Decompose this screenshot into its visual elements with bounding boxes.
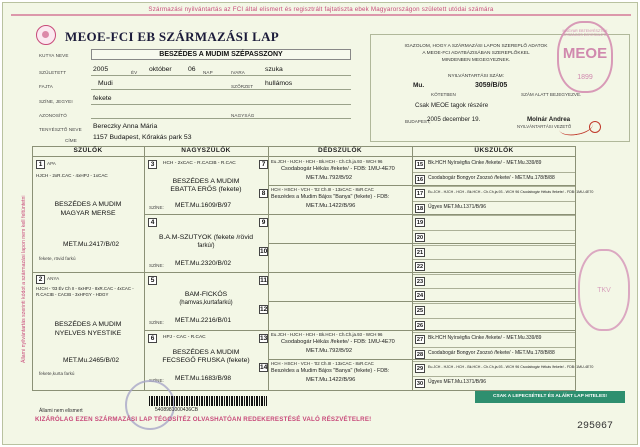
parent-reg: MET.Mu.2465/B/02 <box>63 357 120 364</box>
parent-reg: MET.Mu.2417/B/02 <box>63 241 120 248</box>
box-number: 1 <box>36 160 45 169</box>
box-number: 30 <box>416 381 424 387</box>
ggp-name: Csodabogár Hékás /fekete/ - FDB: 1MU-4E70 <box>281 166 395 172</box>
row-divider <box>91 118 351 119</box>
cert-text-3: MINDENBEN MEGEGYEZNEK. <box>441 58 511 63</box>
box-number: 7 <box>259 160 268 169</box>
footer-notice: KIZÁRÓLAG EZEN SZÁRMAZÁSI LAP TÉGOSÍTÉZ OLVASHATÓAN REDEKERESTÉSÉ VALÓ RÉSZVÉTELRE! <box>35 416 372 423</box>
birth-month: október <box>149 66 172 73</box>
ggg-row-divider <box>412 274 576 275</box>
parent-titles: HJCH - '03 Év Ch II - 6xHPJ - 8xR.CAC - 4xCAC - R.CACIB - CACIB - 3xHFGY - HDGY <box>36 286 134 297</box>
row-divider <box>91 104 351 105</box>
box-number: 26 <box>416 322 424 329</box>
grandparent-titles: HCH - 2xCAC - R.CACIB - R.CAC <box>163 161 236 166</box>
birth-day: 06 <box>188 66 196 73</box>
box-number: 14 <box>260 364 268 371</box>
box-number: 29 <box>416 366 424 373</box>
label-born: SZÜLETETT <box>39 70 67 75</box>
ggg-row-divider <box>412 332 576 333</box>
seal-initials: MEOE <box>562 45 608 62</box>
color-label: SZÍNE: <box>149 263 164 268</box>
ggg-entry: Eu.JCH - HJCH - HCH - Bk.HCH - Ch.Ch.ja.93 - WCH 96 Csodabogár Hékás /fekete/ - FDB: 1MU-4E70 <box>428 190 594 195</box>
box-number: 4 <box>148 218 157 227</box>
ggp-reg: MET.Mu.1422/B/96 <box>306 203 356 209</box>
grandparent-reg: MET.Mu.1683/B/98 <box>175 375 232 382</box>
pedigree-document <box>2 2 638 445</box>
side-note-text: Állami nyilvántartás szerinti kódot a származási lapon nem kell feltüntetni <box>21 195 27 363</box>
label-coat: SZŐRZET <box>231 84 254 89</box>
reg-number: 3059/B/05 <box>475 82 508 89</box>
label-id: AZONOSÍTÓ <box>39 113 67 118</box>
dog-sex: szuka <box>265 66 283 73</box>
column-divider <box>412 146 413 391</box>
heading-great-grandparents: DÉDSZÜLŐK <box>317 147 363 154</box>
box-number: 11 <box>260 277 267 284</box>
label-address: CÍME <box>65 138 77 143</box>
header-divider <box>32 156 576 157</box>
row-divider <box>268 301 576 302</box>
label-breed: FAJTA <box>39 84 53 89</box>
seal-text: MAGYAR EBTENYÉSZTŐK ORSZÁGOS EGYESÜLETE <box>562 29 608 37</box>
ggg-row-divider <box>412 172 576 173</box>
state-note: Állami nem elismert <box>39 408 83 414</box>
dog-name: BESZÉDES A MUDIM SZÉPASSZONY <box>91 49 351 60</box>
meoe-seal-icon <box>557 21 613 93</box>
box-number: 15 <box>416 162 424 168</box>
box-number: 20 <box>416 235 424 241</box>
row-divider <box>268 359 576 360</box>
ggg-row-divider <box>412 186 576 187</box>
barcode-number: 5408981000436CB <box>155 407 199 413</box>
grandparent-name-line-1: BAM-FICKÓS <box>184 291 228 298</box>
parent-name-line-2: MAGYAR MERSE <box>60 210 116 217</box>
color-label: SZÍNE: <box>149 205 164 210</box>
ggp-name: Csodabogár Hékás /fekete/ - FDB: 1MU-4E70 <box>281 339 395 345</box>
heading-parents: SZÜLŐK <box>73 147 103 154</box>
box-number: 5 <box>148 276 157 285</box>
box-number: 12 <box>260 306 268 313</box>
top-divider <box>11 14 631 16</box>
heading-grandparents: NAGYSZÜLŐK <box>181 147 231 154</box>
parent-color: fekete,kurta farkú <box>39 371 75 376</box>
ggg-row-divider <box>412 259 576 260</box>
registered-label: SZÁM ALATT BEJEGYEZVE. <box>521 92 582 97</box>
ggp-titles: HCH - HSCH - VCH - '02 Ch.III - 13xCAC - 8xR.CAC <box>271 187 374 192</box>
grandparent-reg: MET.Mu.1609/B/97 <box>175 202 232 209</box>
box-number: 8 <box>259 189 268 198</box>
signer-title: NYILVÁNTARTÁSI VEZETŐ <box>517 124 572 129</box>
box-number: 23 <box>416 278 424 285</box>
authenticity-note: CSAK A LEPECSÉTELT ÉS ALÁÍRT LAP HITELES! <box>475 391 625 403</box>
grandparent-titles: HPJ - CAC - R.CAC <box>163 335 206 340</box>
box-number: 24 <box>416 293 424 300</box>
ggg-row-divider <box>412 201 576 202</box>
parent-color: fekete, rövid farkú <box>39 256 76 261</box>
row-divider <box>144 330 576 331</box>
ggg-entry: Eu.JCH - HJCH - HCH - Bk.HCH - Ch.Ch.ja.93 - WCH 96 Csodabogár Hékás /fekete/ - FDB: 1MU-4E70 <box>428 365 594 370</box>
ggg-entry: Ügyes MET.Mu.1371/B/96 <box>428 379 487 385</box>
ggp-name: Beszédes a Mudim Bájos "Banya" (fekete) - FDB: <box>271 368 390 374</box>
box-number: 16 <box>416 176 424 183</box>
ggg-row-divider <box>412 318 576 319</box>
breeder-name: Bereczky Anna Mária <box>93 123 158 130</box>
grandparent-reg: MET.Mu.2216/B/01 <box>175 317 232 324</box>
ggg-entry: Bk.HCH Nyírségfia Cinke /fekete/ - MET.Mu.339/89 <box>428 160 542 166</box>
color-label: SZÍNE: <box>149 320 164 325</box>
ggp-reg: MET.Mu.1422/B/96 <box>306 377 356 383</box>
cert-text-1: IGAZOLOM, HOGY A SZÁRMAZÁSI LAPON SZEREPLŐ ADATOK <box>404 44 548 49</box>
side-note <box>12 123 27 373</box>
box-number: 28 <box>416 351 424 358</box>
label-sex: IVARA <box>231 70 245 75</box>
label-day: NAP <box>203 70 213 75</box>
box-number: 13 <box>260 335 268 342</box>
box-number: 25 <box>416 308 424 314</box>
signer-name: Molnár Andrea <box>527 116 571 123</box>
ggp-reg: MET.Mu.792/B/92 <box>306 348 353 354</box>
document-title: MEOE-FCI EB SZÁRMAZÁSI LAP <box>65 29 280 44</box>
grandparent-name-line-1: B.A.M-SZUTYOK (fekete /rövid <box>158 234 254 241</box>
box-number: 17 <box>416 191 424 198</box>
ggp-titles: Eu.JCH - HJCH - HCH - Bk.HCH - Ch.Ch.ja.93 - WCH 96 <box>271 332 383 337</box>
label-breeder: TENYÉSZTŐ NEVE <box>39 127 82 132</box>
place-label: BUDAPEST, <box>405 119 431 124</box>
row-divider <box>91 75 351 76</box>
ggg-row-divider <box>412 245 576 246</box>
grandparent-name-line-2: EBATTA ERŐS (fekete) <box>170 186 242 193</box>
label-size: NAGYSÁG <box>231 113 255 118</box>
ggg-row-divider <box>412 215 576 216</box>
box-number: 3 <box>148 160 157 169</box>
label-dog-name: KUTYA NEVE <box>39 53 69 58</box>
box-number: 21 <box>416 249 424 256</box>
ggg-entry: Csodabogár Bongyor Zsozsó /fekete/ - MET.Mu.178/B/88 <box>428 349 555 356</box>
members-note: Csak MEOE tagok részére <box>415 102 489 109</box>
signature-loop-icon <box>589 121 601 133</box>
grandparent-name-line-1: BESZÉDES A MUDIM <box>172 349 240 356</box>
reg-number-label: NYILVÁNTARTÁSI SZÁM: <box>448 74 504 79</box>
box-number: 9 <box>259 218 268 227</box>
label-color: SZÍNE, JEGYEI <box>39 99 73 104</box>
box-number: 6 <box>148 334 157 343</box>
parent-name-line-1: BESZÉDES A MUDIM <box>54 321 122 328</box>
ggg-entry: Ügyes MET.Mu.1371/B/96 <box>428 203 487 210</box>
box-number: 27 <box>416 337 424 344</box>
box-number: 22 <box>416 264 424 271</box>
ggg-entry: Bk.HCH Nyírségfia Cinke /fekete/ - MET.Mu.339/89 <box>428 335 542 342</box>
ggp-titles: Eu.JCH - HJCH - HCH - Bk.HCH - Ch.Ch.ja.93 - WCH 96 <box>271 159 383 164</box>
grandparent-name-line-2: (hamvas,kurtafarkú) <box>179 300 233 306</box>
row-divider <box>91 89 351 90</box>
breeder-address: 1157 Budapest, Kőrakás park 53 <box>93 134 192 141</box>
top-note: Származási nyilvántartás az FCI által elismert és regisztrált fajtatiszta ebek Magyarországon született utódai számára <box>148 6 494 13</box>
ggg-entry: Csodabogár Bongyor Zsozsó /fekete/ - MET.Mu.178/B/88 <box>428 174 555 181</box>
grandparent-name-line-2: farkú/) <box>197 243 215 249</box>
box-number: 19 <box>416 220 424 227</box>
ggg-row-divider <box>412 230 576 231</box>
parent-name-line-2: NYELVES NYESTIKE <box>54 330 122 337</box>
parent-name-line-1: BESZÉDES A MUDIM <box>54 201 122 208</box>
serial-number: 295067 <box>577 421 614 432</box>
ggg-row-divider <box>412 288 576 289</box>
barcode-icon <box>149 396 267 406</box>
heading-ggg: ÜKSZÜLŐK <box>474 147 514 154</box>
ggg-row-divider <box>412 347 576 348</box>
grandparent-name-line-1: BESZÉDES A MUDIM <box>172 178 240 185</box>
ggg-row-divider <box>412 303 576 304</box>
tkv-stamp-text: TKV <box>597 287 611 294</box>
birth-year: 2005 <box>93 66 109 73</box>
grandparent-name-line-2: FECSEGŐ FRUSKA (fekete) <box>162 357 250 364</box>
dam-label: ANYA <box>47 276 60 281</box>
cert-text-2: A MEOE-FCI ADATBÁZISÁBAN SZEREPLŐKKEL <box>422 51 530 56</box>
sire-label: APA <box>47 161 56 166</box>
box-number: 10 <box>260 248 268 255</box>
box-number: 2 <box>36 275 45 284</box>
tkv-stamp-icon <box>578 249 630 331</box>
color-label: SZÍNE: <box>149 378 164 383</box>
column-divider <box>144 146 145 391</box>
issue-date: 2005 december 19. <box>427 116 481 123</box>
ggp-titles: HCH - HSCH - VCH - '02 Ch.III - 13xCAC - 8xR.CAC <box>271 361 374 366</box>
dog-breed: Mudi <box>98 80 113 87</box>
dog-coat: hullámos <box>265 80 293 87</box>
ggp-reg: MET.Mu.792/B/92 <box>306 175 353 181</box>
grandparent-reg: MET.Mu.2320/B/02 <box>175 260 232 267</box>
box-number: 18 <box>416 205 424 212</box>
seal-year: 1899 <box>577 74 593 81</box>
ggg-row-divider <box>412 361 576 362</box>
meoe-logo-icon <box>36 25 56 45</box>
volume-label: KÖTETBEN <box>431 92 456 97</box>
column-divider <box>268 146 269 391</box>
mu-label: Mu. <box>413 82 425 89</box>
dog-color: fekete <box>93 95 112 102</box>
label-year: ÉV <box>131 70 138 75</box>
ggp-name: Beszédes a Mudim Bájos "Banya" (fekete) - FDB: <box>271 194 390 200</box>
parent-titles: HJCH - 2xR.CAC - 4xHPJ - 1xCAC <box>36 173 108 178</box>
ggg-row-divider <box>412 376 576 377</box>
